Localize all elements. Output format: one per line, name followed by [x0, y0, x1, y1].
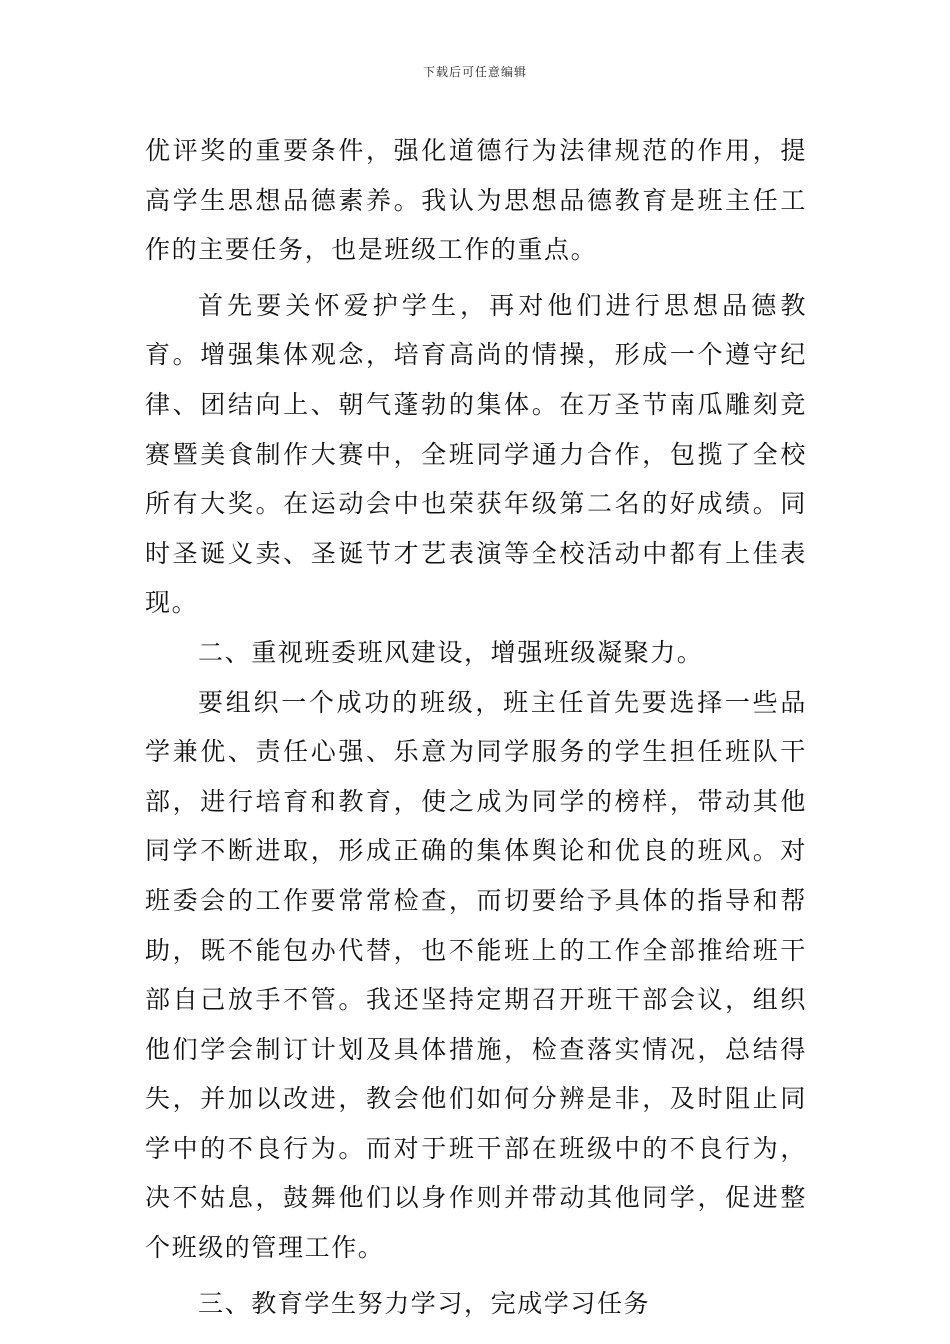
page-header: 下载后可任意编辑 — [422, 65, 527, 79]
document-body — [145, 126, 807, 1328]
paragraph-continuation: 优评奖的重要条件，强化道德行为法律规范的作用，提高学生思想品德素养。我认为思想品德教育是班主任工作的主要任务，也是班级工作的重点。 — [145, 136, 807, 265]
section-heading-study: 三、教育学生努力学习，完成学习任务 — [198, 1288, 651, 1318]
paragraph-class-cadres: 要组织一个成功的班级，班主任首先要选择一些品学兼优、责任心强、乐意为同学服务的学生担任班队干部，进行培育和教育，使之成为同学的榜样，带动其他同学不断进取，形成正确的集体舆论和优良的班风。对班委会的工作要常常检查，而切要给予具体的指导和帮助，既不能包办代替，也不能班上的工作全部推给班干部自己放手不管。我还坚持定期召开班干部会议，组织他们学会制订计划及具体措施，检查落实情况，总结得失，并加以改进，教会他们如何分辨是非，及时阻止同学中的不良行为。而对于班干部在班级中的不良行为，决不姑息，鼓舞他们以身作则并带动其他同学，促进整个班级的管理工作。 — [145, 687, 807, 1263]
section-heading-class-committee: 二、重视班委班风建设，增强班级凝聚力。 — [198, 637, 704, 667]
paragraph-care-students: 首先要关怀爱护学生，再对他们进行思想品德教育。增强集体观念，培育高尚的情操，形成一个遵守纪律、团结向上、朝气蓬勃的集体。在万圣节南瓜雕刻竞赛暨美食制作大赛中，全班同学通力合作，包揽了全校所有大奖。在运动会中也荣获年级第二名的好成绩。同时圣诞义卖、圣诞节才艺表演等全校活动中都有上佳表现。 — [145, 290, 807, 618]
